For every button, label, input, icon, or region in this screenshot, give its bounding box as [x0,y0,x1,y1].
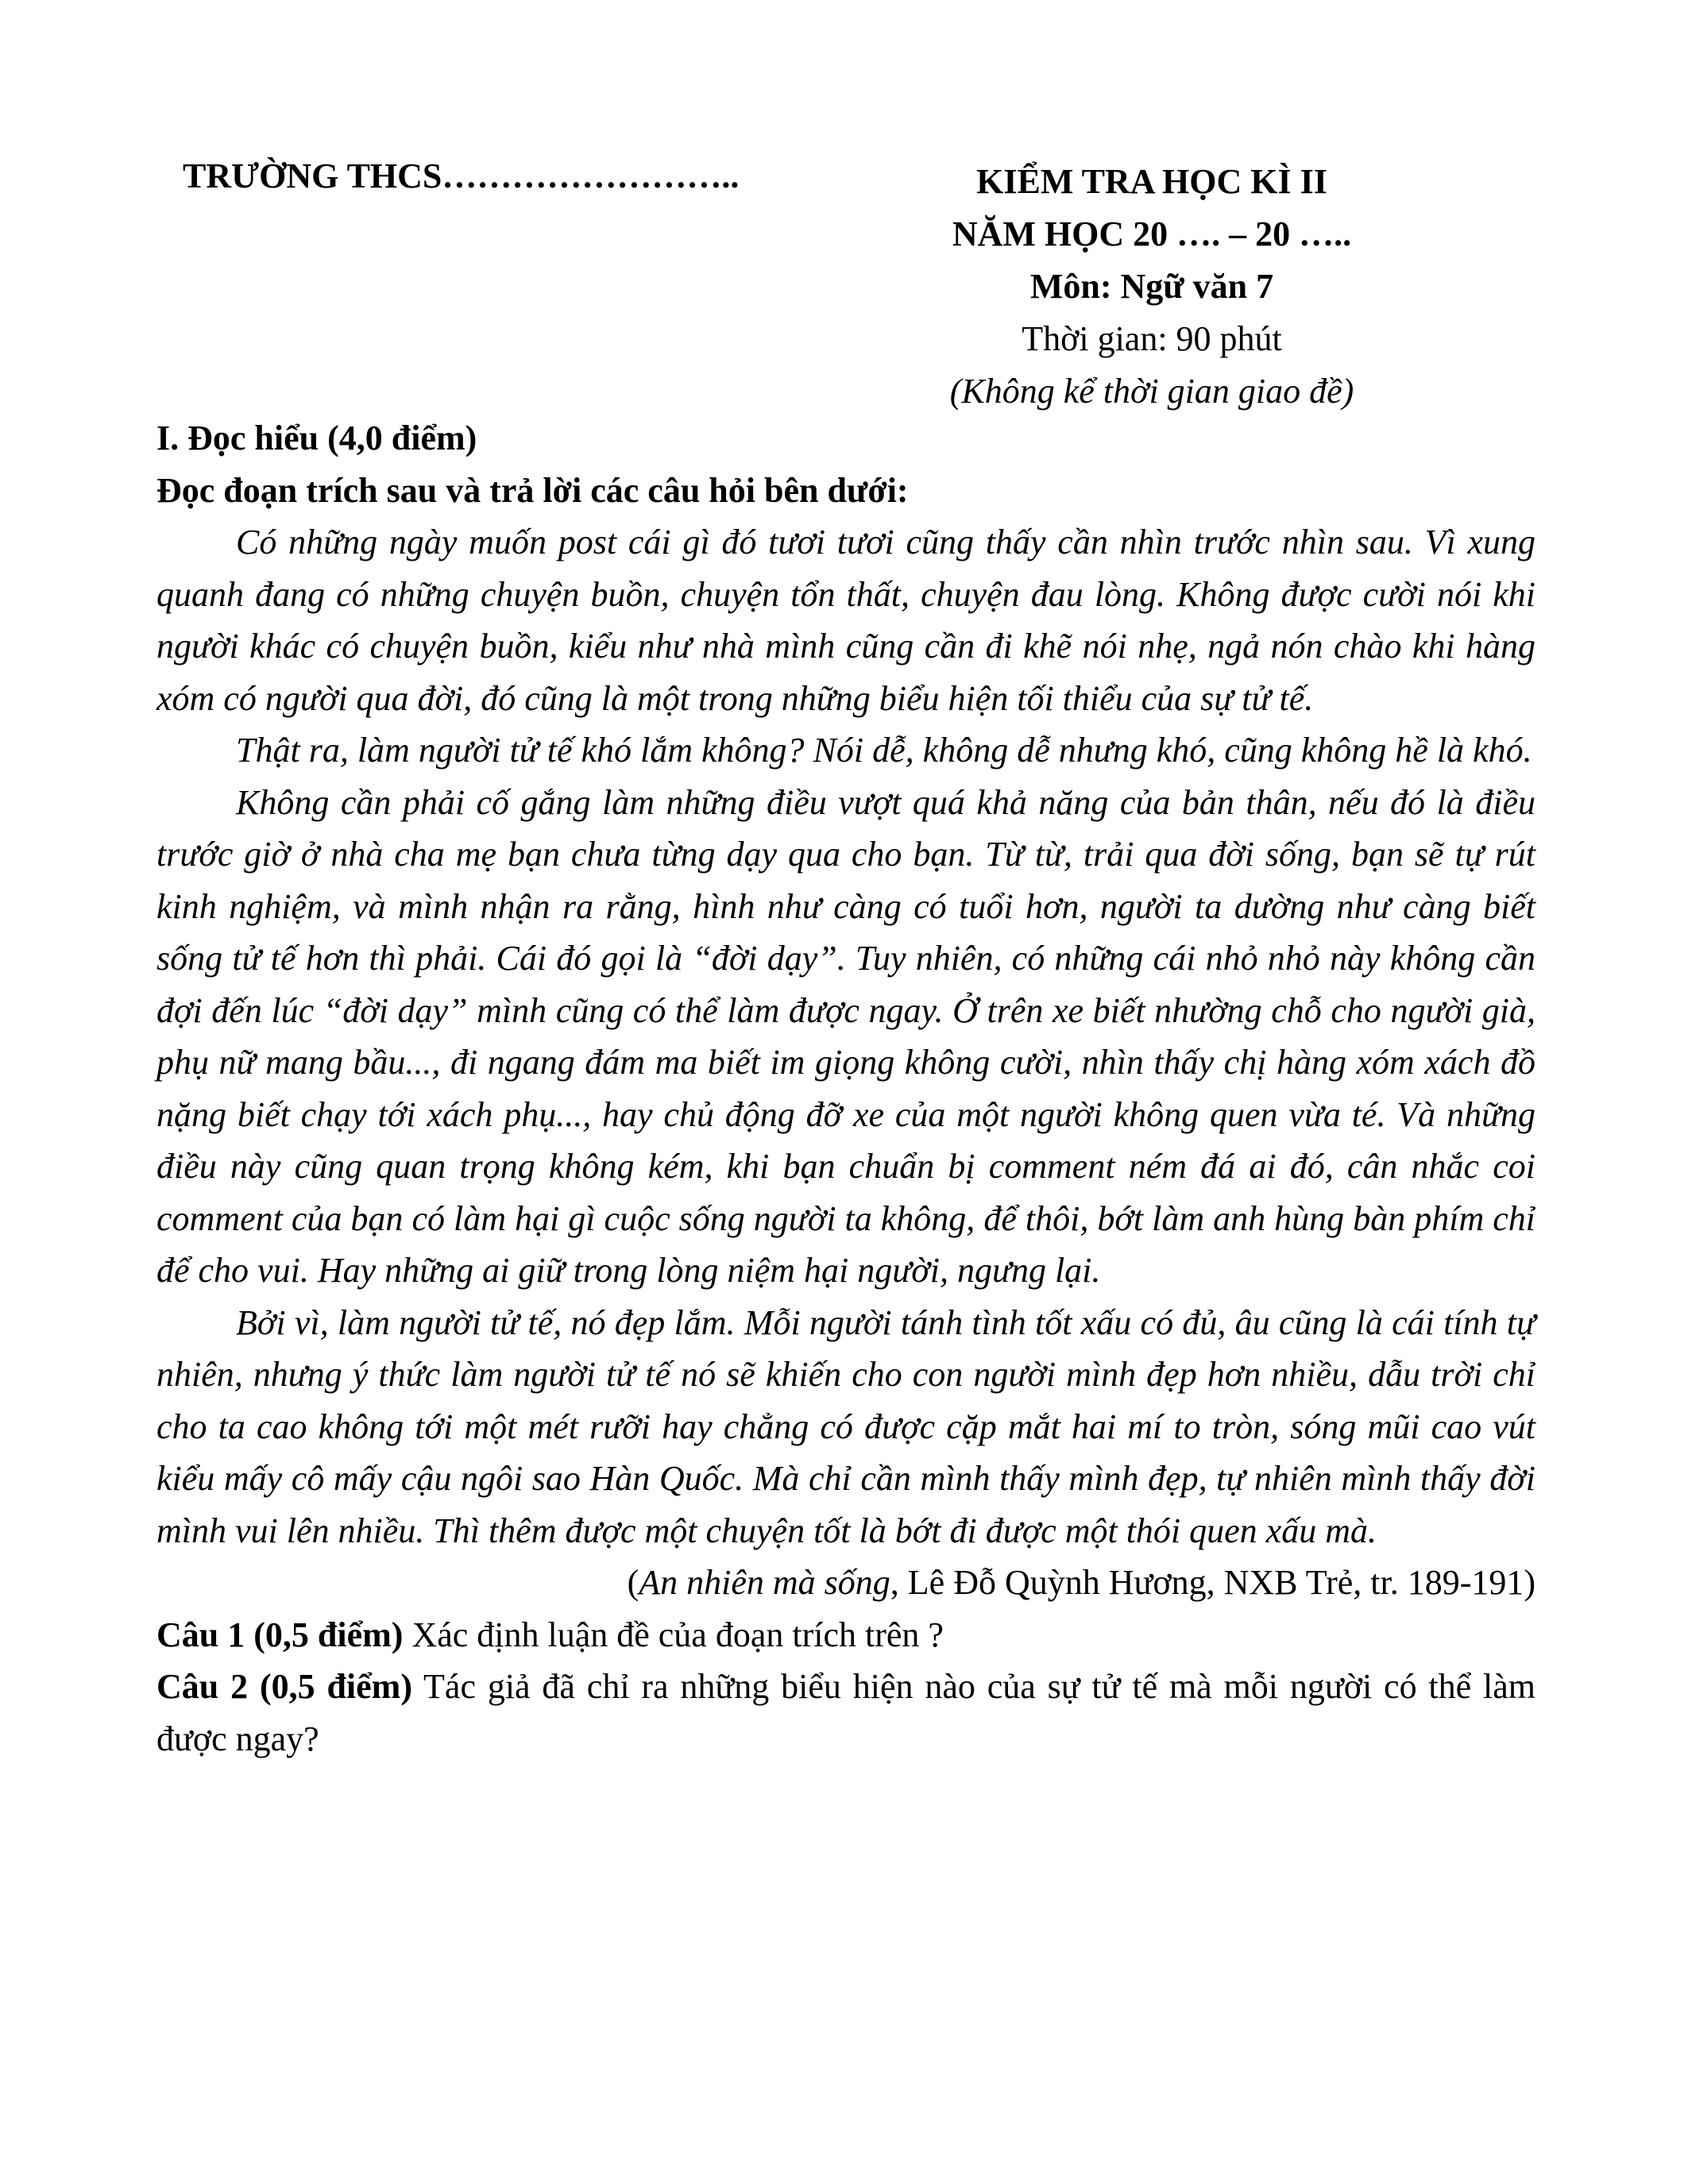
passage-source [156,1557,1535,1609]
exam-header-block [874,156,1430,418]
question-1 [156,1609,1535,1661]
school-year: NĂM HỌC 20 …. – 20 ….. [952,214,1352,253]
reading-instruction: Đọc đoạn trích sau và trả lời các câu hỏi bên dưới: [156,470,909,510]
question-label: Câu 1 (0,5 điểm) [156,1615,404,1654]
question-text: Tác giả đã chỉ ra những biểu hiện nào của sự tử tế mà mỗi người có thể làm được ngay? [156,1667,1536,1758]
source-details: , Lê Đỗ Quỳnh Hương, NXB Trẻ, tr. 189-191) [890,1563,1535,1602]
subject: Môn: Ngữ văn 7 [1029,267,1274,306]
exam-time-note: (Không kể thời gian giao đề) [949,372,1354,411]
passage-paragraph: Có những ngày muốn post cái gì đó tươi tươi cũng thấy cần nhìn trước nhìn sau. Vì xung quanh đang có những chuyện buồn, chuyện tổn thất, chuyện đau lòng. Không được cười nói khi người khác có chuyện buồn, kiểu như nhà mình cũng cần đi khẽ nói nhẹ, ngả nón chào khi hàng xóm có người qua đời, đó cũng là một trong những biểu hiện tối thiểu của sự tử tế. [156,523,1535,718]
question-2 [156,1661,1535,1765]
passage-paragraph: Không cần phải cố gắng làm những điều vượt quá khả năng của bản thân, nếu đó là điều trước giờ ở nhà cha mẹ bạn chưa từng dạy qua cho bạn. Từ từ, trải qua đời sống, bạn sẽ tự rút kinh nghiệm, và mình nhận ra rằng, hình như càng có tuổi hơn, người ta dường như càng biết sống tử tế hơn thì phải. Cái đó gọi là “đời dạy”. Tuy nhiên, có những cái nhỏ nhỏ này không cần đợi đến lúc “đời dạy” mình cũng có thể làm được ngay. Ở trên xe biết nhường chỗ cho người già, phụ nữ mang bầu..., đi ngang đám ma biết im giọng không cười, nhìn thấy chị hàng xóm xách đồ nặng biết chạy tới xách phụ..., hay chủ động đỡ xe của một người không quen vừa té. Và những điều này cũng quan trọng không kém, khi bạn chuẩn bị comment ném đá ai đó, cân nhắc coi comment của bạn có làm hại gì cuộc sống người ta không, để thôi, bớt làm anh hùng bàn phím chỉ để cho vui. Hay những ai giữ trong lòng niệm hại người, ngưng lại. [156,782,1535,1290]
exam-title: KIỂM TRA HỌC KÌ II [976,162,1327,201]
section-title: I. Đọc hiểu (4,0 điểm) [156,419,477,457]
school-name: TRƯỜNG THCS…………………….. [183,156,740,195]
question-text: Xác định luận đề của đoạn trích trên ? [403,1615,944,1654]
source-book-title: An nhiên mà sống [639,1563,890,1602]
question-label: Câu 2 (0,5 điểm) [156,1667,412,1706]
passage-paragraph: Bởi vì, làm người tử tế, nó đẹp lắm. Mỗi người tánh tình tốt xấu có đủ, âu cũng là cái tính tự nhiên, nhưng ý thức làm người tử tế nó sẽ khiến cho con người mình đẹp hơn nhiều, dẫu trời chỉ cho ta cao không tới một mét rưỡi hay chẳng có được cặp mắt hai mí to tròn, sóng mũi cao vút kiểu mấy cô mấy cậu ngôi sao Hàn Quốc. Mà chỉ cần mình thấy mình đẹp, tự nhiên mình thấy đời mình vui lên nhiều. Thì thêm được một chuyện tốt là bớt đi được một thói quen xấu mà. [156,1302,1535,1550]
source-open: ( [627,1563,639,1602]
exam-body [156,412,1535,1765]
passage-paragraph: Thật ra, làm người tử tế khó lắm không? Nói dễ, không dễ nhưng khó, cũng không hề là khó. [236,731,1532,770]
exam-time: Thời gian: 90 phút [1022,319,1282,358]
